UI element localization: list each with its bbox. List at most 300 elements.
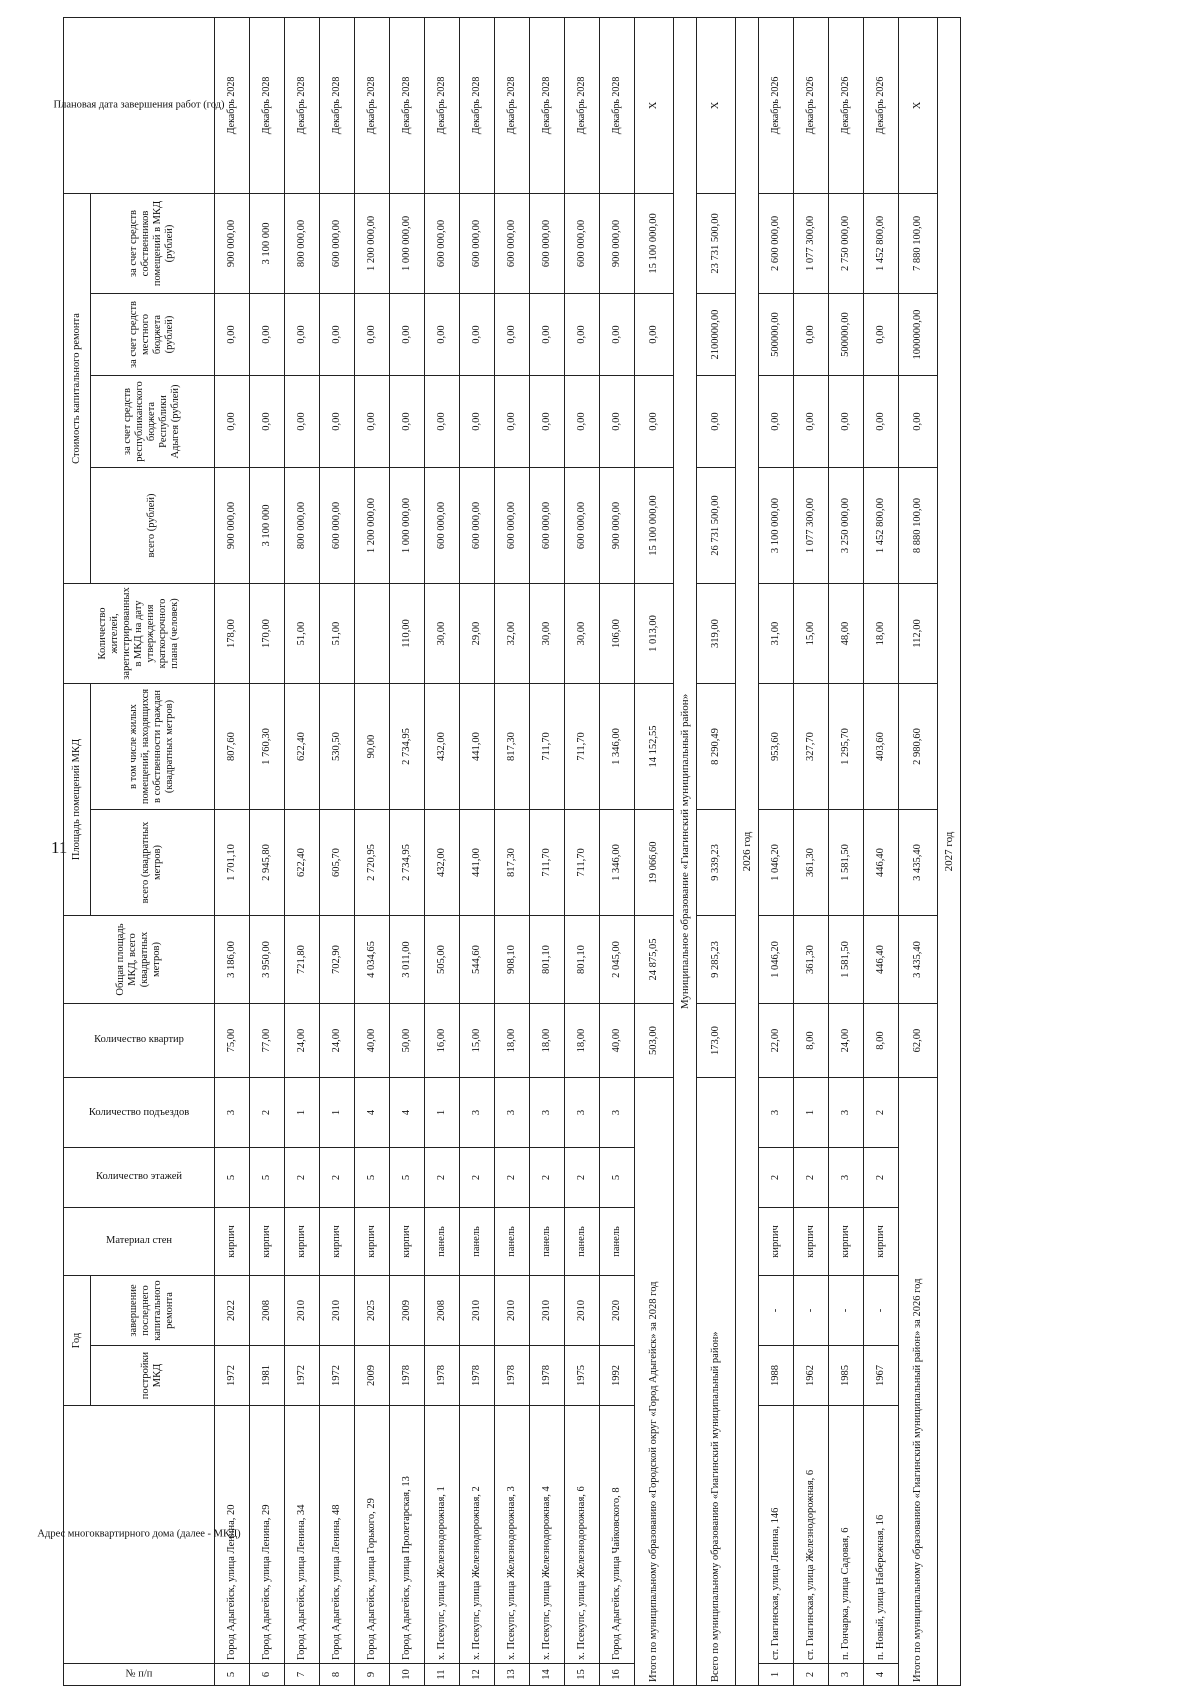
- cell-premises-total: 2 734,95: [390, 810, 425, 916]
- total-cost-total: 26 731 500,00: [697, 468, 736, 584]
- cell-entrances: 1: [794, 1078, 829, 1148]
- cell-wall-material: панель: [425, 1208, 460, 1276]
- cell-cost-total: 600 000,00: [425, 468, 460, 584]
- cell-residents: 178,00: [215, 584, 250, 684]
- table-row: [565, 17, 600, 1685]
- cell-year-repair: 2010: [320, 1276, 355, 1346]
- cell-year-repair: -: [829, 1276, 864, 1346]
- cell-cost-local: 0,00: [864, 294, 899, 376]
- cell-cost-local: 0,00: [600, 294, 635, 376]
- cell-address: Город Адыгейск, улица Ленина, 20: [215, 1406, 250, 1664]
- header-premises-living: в том числе жилых помещений, находящихся в собственности граждан (квадратных метров): [90, 684, 214, 810]
- cell-cost-local: 0,00: [250, 294, 285, 376]
- total-prem-total: 9 339,23: [697, 810, 736, 916]
- cell-premises-living: 90,00: [355, 684, 390, 810]
- cell-planned-date: Декабрь 2026: [759, 17, 794, 193]
- cell-address: Город Адыгейск, улица Ленина, 29: [250, 1406, 285, 1664]
- cell-cost-republic: 0,00: [355, 376, 390, 468]
- cell-cost-total: 3 100 000: [250, 468, 285, 584]
- cell-premises-living: 432,00: [425, 684, 460, 810]
- cell-premises-living: 1 295,70: [829, 684, 864, 810]
- cell-cost-owners: 2 750 000,00: [829, 193, 864, 293]
- cell-year-built: 1972: [215, 1346, 250, 1406]
- cell-year-built: 1992: [600, 1346, 635, 1406]
- cell-year-repair: 2008: [250, 1276, 285, 1346]
- total-prem-total: 19 066,60: [635, 810, 674, 916]
- cell-premises-total: 361,30: [794, 810, 829, 916]
- cell-total-area: 702,90: [320, 916, 355, 1004]
- cell-year-repair: 2010: [460, 1276, 495, 1346]
- cell-entrances: 1: [285, 1078, 320, 1148]
- cell-total-area: 446,40: [864, 916, 899, 1004]
- cell-total-area: 721,80: [285, 916, 320, 1004]
- cell-cost-owners: 600 000,00: [530, 193, 565, 293]
- cell-entrances: 3: [759, 1078, 794, 1148]
- cell-cost-local: 0,00: [495, 294, 530, 376]
- cell-apartments: 15,00: [460, 1004, 495, 1078]
- total-cost-rep: 0,00: [697, 376, 736, 468]
- cell-residents: 51,00: [320, 584, 355, 684]
- cell-cost-owners: 800 000,00: [285, 193, 320, 293]
- cell-num: 9: [355, 1664, 390, 1686]
- cell-residents: 30,00: [565, 584, 600, 684]
- cell-address: х. Псекупс, улица Железнодорожная, 4: [530, 1406, 565, 1664]
- cell-entrances: 3: [460, 1078, 495, 1148]
- cell-premises-living: 441,00: [460, 684, 495, 810]
- total-area: 3 435,40: [899, 916, 938, 1004]
- cell-year-built: 1975: [565, 1346, 600, 1406]
- cell-total-area: 3 011,00: [390, 916, 425, 1004]
- cell-residents: 30,00: [425, 584, 460, 684]
- cell-residents: 170,00: [250, 584, 285, 684]
- cell-premises-total: 446,40: [864, 810, 899, 916]
- cell-premises-total: 2 945,80: [250, 810, 285, 916]
- cell-cost-republic: 0,00: [759, 376, 794, 468]
- cell-wall-material: панель: [565, 1208, 600, 1276]
- cell-cost-local: 500000,00: [829, 294, 864, 376]
- cell-num: 1: [759, 1664, 794, 1686]
- header-cost-owners: за счет средств собственников помещений в МКД (рублей): [90, 193, 214, 293]
- cell-entrances: 3: [215, 1078, 250, 1148]
- cell-cost-republic: 0,00: [320, 376, 355, 468]
- cell-residents: 51,00: [285, 584, 320, 684]
- cell-apartments: 18,00: [530, 1004, 565, 1078]
- cell-premises-living: 807,60: [215, 684, 250, 810]
- page-number: 11: [51, 838, 68, 857]
- cell-year-repair: -: [864, 1276, 899, 1346]
- cell-wall-material: кирпич: [285, 1208, 320, 1276]
- cell-year-built: 1978: [390, 1346, 425, 1406]
- cell-floors: 5: [600, 1148, 635, 1208]
- table-row: [864, 17, 899, 1685]
- cell-total-area: 3 186,00: [215, 916, 250, 1004]
- cell-num: 3: [829, 1664, 864, 1686]
- cell-entrances: 1: [425, 1078, 460, 1148]
- total-prem-total: 3 435,40: [899, 810, 938, 916]
- cell-apartments: 24,00: [285, 1004, 320, 1078]
- cell-residents: 106,00: [600, 584, 635, 684]
- cell-floors: 2: [759, 1148, 794, 1208]
- cell-total-area: 1 046,20: [759, 916, 794, 1004]
- cell-cost-local: 0,00: [355, 294, 390, 376]
- cell-total-area: 2 045,00: [600, 916, 635, 1004]
- table-row: [215, 17, 250, 1685]
- total-cost-local: 2100000,00: [697, 294, 736, 376]
- header-cost-group: Стоимость капитального ремонта: [64, 193, 91, 583]
- cell-address: Город Адыгейск, улица Пролетарская, 13: [390, 1406, 425, 1664]
- cell-premises-living: 530,50: [320, 684, 355, 810]
- header-residents: Количество жителей, зарегистрированных в МКД на дату утверждения краткосрочного плана (человек): [64, 584, 215, 684]
- cell-premises-total: 711,70: [530, 810, 565, 916]
- total-cost-total: 8 880 100,00: [899, 468, 938, 584]
- table-row: [759, 17, 794, 1685]
- cell-cost-republic: 0,00: [285, 376, 320, 468]
- table-row: [355, 17, 390, 1685]
- cell-cost-total: 1 000 000,00: [390, 468, 425, 584]
- header-cost-total: всего (рублей): [90, 468, 214, 584]
- cell-entrances: 3: [530, 1078, 565, 1148]
- cell-wall-material: кирпич: [355, 1208, 390, 1276]
- cell-apartments: 8,00: [794, 1004, 829, 1078]
- cell-num: 16: [600, 1664, 635, 1686]
- cell-planned-date: Декабрь 2028: [495, 17, 530, 193]
- cell-premises-living: 622,40: [285, 684, 320, 810]
- total-cost-total: 15 100 000,00: [635, 468, 674, 584]
- cell-cost-owners: 1 200 000,00: [355, 193, 390, 293]
- cell-year-built: 1978: [495, 1346, 530, 1406]
- total-area: 9 285,23: [697, 916, 736, 1004]
- section-row-2026: [736, 17, 759, 1685]
- cell-floors: 2: [864, 1148, 899, 1208]
- cell-premises-total: 605,70: [320, 810, 355, 916]
- cell-cost-owners: 600 000,00: [320, 193, 355, 293]
- cell-residents: [355, 584, 390, 684]
- cell-floors: 2: [794, 1148, 829, 1208]
- cell-address: х. Псекупс, улица Железнодорожная, 2: [460, 1406, 495, 1664]
- cell-total-area: 361,30: [794, 916, 829, 1004]
- cell-apartments: 22,00: [759, 1004, 794, 1078]
- cell-cost-owners: 1 452 800,00: [864, 193, 899, 293]
- total-cost-local: 1000000,00: [899, 294, 938, 376]
- header-planned-date: Плановая дата завершения работ (год): [64, 17, 215, 193]
- cell-wall-material: панель: [460, 1208, 495, 1276]
- total-cost-rep: 0,00: [635, 376, 674, 468]
- cell-planned-date: Декабрь 2028: [460, 17, 495, 193]
- cell-cost-local: 0,00: [215, 294, 250, 376]
- total-residents: 112,00: [899, 584, 938, 684]
- cell-year-built: 1985: [829, 1346, 864, 1406]
- cell-cost-owners: 600 000,00: [425, 193, 460, 293]
- cell-total-area: 1 581,50: [829, 916, 864, 1004]
- cell-cost-owners: 600 000,00: [565, 193, 600, 293]
- cell-cost-republic: 0,00: [600, 376, 635, 468]
- cell-year-built: 1972: [320, 1346, 355, 1406]
- cell-cost-owners: 900 000,00: [215, 193, 250, 293]
- cell-cost-total: 900 000,00: [215, 468, 250, 584]
- section-heading: Муниципальное образование «Гиагинский муниципальный район»: [674, 17, 697, 1685]
- total-cost-owners: 23 731 500,00: [697, 193, 736, 293]
- header-cost-local: за счет средств местного бюджета (рублей): [90, 294, 214, 376]
- table-row: [794, 17, 829, 1685]
- cell-cost-local: 0,00: [390, 294, 425, 376]
- cell-cost-total: 1 452 800,00: [864, 468, 899, 584]
- cell-planned-date: Декабрь 2028: [320, 17, 355, 193]
- cell-num: 15: [565, 1664, 600, 1686]
- cell-cost-owners: 1 077 300,00: [794, 193, 829, 293]
- cell-premises-living: 2 734,95: [390, 684, 425, 810]
- total-date: X: [899, 17, 938, 193]
- cell-premises-total: 1 046,20: [759, 810, 794, 916]
- table-row: [600, 17, 635, 1685]
- cell-address: Город Адыгейск, улица Ленина, 48: [320, 1406, 355, 1664]
- table-body: [215, 17, 961, 1685]
- cell-year-repair: 2010: [565, 1276, 600, 1346]
- cell-floors: 5: [390, 1148, 425, 1208]
- header-wall-material: Материал стен: [64, 1208, 215, 1276]
- cell-planned-date: Декабрь 2028: [390, 17, 425, 193]
- cell-year-repair: 2020: [600, 1276, 635, 1346]
- cell-year-built: 1962: [794, 1346, 829, 1406]
- cell-address: х. Псекупс, улица Железнодорожная, 1: [425, 1406, 460, 1664]
- section-row-giaginsky: [674, 17, 697, 1685]
- cell-year-built: 2009: [355, 1346, 390, 1406]
- total-cost-owners: 7 880 100,00: [899, 193, 938, 293]
- cell-cost-total: 600 000,00: [460, 468, 495, 584]
- cell-cost-owners: 600 000,00: [495, 193, 530, 293]
- cell-planned-date: Декабрь 2026: [864, 17, 899, 193]
- header-num: № п/п: [64, 1664, 215, 1686]
- total-cost-rep: 0,00: [899, 376, 938, 468]
- header-year-built: постройки МКД: [90, 1346, 214, 1406]
- cell-cost-local: 0,00: [460, 294, 495, 376]
- cell-wall-material: кирпич: [320, 1208, 355, 1276]
- table-row: [829, 17, 864, 1685]
- cell-floors: 5: [215, 1148, 250, 1208]
- cell-premises-total: 441,00: [460, 810, 495, 916]
- cell-wall-material: кирпич: [794, 1208, 829, 1276]
- cell-planned-date: Декабрь 2028: [215, 17, 250, 193]
- total-label: Всего по муниципальному образованию «Гиагинский муниципальный район»: [697, 1078, 736, 1686]
- total-row-giaginsky-all: [697, 17, 736, 1685]
- cell-year-built: 1981: [250, 1346, 285, 1406]
- cell-year-built: 1978: [460, 1346, 495, 1406]
- cell-floors: 5: [355, 1148, 390, 1208]
- cell-total-area: 3 950,00: [250, 916, 285, 1004]
- cell-wall-material: кирпич: [390, 1208, 425, 1276]
- cell-num: 2: [794, 1664, 829, 1686]
- cell-year-built: 1978: [425, 1346, 460, 1406]
- cell-apartments: 24,00: [829, 1004, 864, 1078]
- cell-year-built: 1978: [530, 1346, 565, 1406]
- cell-cost-republic: 0,00: [250, 376, 285, 468]
- cell-num: 14: [530, 1664, 565, 1686]
- cell-entrances: 1: [320, 1078, 355, 1148]
- cell-premises-total: 711,70: [565, 810, 600, 916]
- cell-cost-republic: 0,00: [794, 376, 829, 468]
- cell-apartments: 40,00: [600, 1004, 635, 1078]
- cell-planned-date: Декабрь 2026: [829, 17, 864, 193]
- cell-residents: 48,00: [829, 584, 864, 684]
- cell-planned-date: Декабрь 2026: [794, 17, 829, 193]
- cell-apartments: 24,00: [320, 1004, 355, 1078]
- cell-cost-local: 0,00: [320, 294, 355, 376]
- cell-address: Город Адыгейск, улица Горького, 29: [355, 1406, 390, 1664]
- cell-year-repair: -: [759, 1276, 794, 1346]
- total-cost-local: 0,00: [635, 294, 674, 376]
- cell-planned-date: Декабрь 2028: [285, 17, 320, 193]
- cell-premises-living: 711,70: [530, 684, 565, 810]
- cell-premises-total: 1 581,50: [829, 810, 864, 916]
- cell-entrances: 3: [829, 1078, 864, 1148]
- cell-total-area: 908,10: [495, 916, 530, 1004]
- cell-num: 5: [215, 1664, 250, 1686]
- cell-apartments: 18,00: [565, 1004, 600, 1078]
- cell-floors: 2: [320, 1148, 355, 1208]
- cell-address: Город Адыгейск, улица Ленина, 34: [285, 1406, 320, 1664]
- header-premises-total: всего (квадратных метров): [90, 810, 214, 916]
- cell-cost-owners: 2 600 000,00: [759, 193, 794, 293]
- cell-cost-local: 0,00: [530, 294, 565, 376]
- cell-apartments: 50,00: [390, 1004, 425, 1078]
- cell-num: 6: [250, 1664, 285, 1686]
- cell-planned-date: Декабрь 2028: [355, 17, 390, 193]
- cell-wall-material: панель: [530, 1208, 565, 1276]
- cell-address: п. Новый, улица Набережная, 16: [864, 1406, 899, 1664]
- cell-wall-material: кирпич: [759, 1208, 794, 1276]
- cell-cost-total: 800 000,00: [285, 468, 320, 584]
- cell-cost-total: 900 000,00: [600, 468, 635, 584]
- cell-wall-material: кирпич: [250, 1208, 285, 1276]
- header-total-area: Общая площадь МКД, всего (квадратных метров): [64, 916, 215, 1004]
- cell-premises-living: 1 760,30: [250, 684, 285, 810]
- cell-floors: 2: [425, 1148, 460, 1208]
- cell-floors: 2: [530, 1148, 565, 1208]
- cell-cost-owners: 600 000,00: [460, 193, 495, 293]
- total-label: Итого по муниципальному образованию «Гиагинский муниципальный район» за 2026 год: [899, 1078, 938, 1686]
- cell-planned-date: Декабрь 2028: [250, 17, 285, 193]
- cell-entrances: 4: [390, 1078, 425, 1148]
- cell-cost-owners: 900 000,00: [600, 193, 635, 293]
- header-premises-group: Площадь помещений МКД: [64, 684, 91, 916]
- cell-premises-total: 1 346,00: [600, 810, 635, 916]
- cell-residents: 30,00: [530, 584, 565, 684]
- cell-cost-republic: 0,00: [495, 376, 530, 468]
- total-area: 24 875,05: [635, 916, 674, 1004]
- cell-residents: 110,00: [390, 584, 425, 684]
- cell-cost-total: 600 000,00: [320, 468, 355, 584]
- table-row: [425, 17, 460, 1685]
- cell-year-repair: 2008: [425, 1276, 460, 1346]
- cell-residents: 31,00: [759, 584, 794, 684]
- cell-premises-living: 817,30: [495, 684, 530, 810]
- cell-total-area: 544,60: [460, 916, 495, 1004]
- header-address: Адрес многоквартирного дома (далее - МКД): [64, 1406, 215, 1664]
- cell-cost-total: 1 077 300,00: [794, 468, 829, 584]
- cell-floors: 5: [250, 1148, 285, 1208]
- total-prem-living: 14 152,55: [635, 684, 674, 810]
- table-row: [495, 17, 530, 1685]
- cell-apartments: 16,00: [425, 1004, 460, 1078]
- table-row: [250, 17, 285, 1685]
- cell-total-area: 801,10: [565, 916, 600, 1004]
- cell-premises-living: 327,70: [794, 684, 829, 810]
- table-row: [285, 17, 320, 1685]
- header-year-repair: завершение последнего капитального ремонта: [90, 1276, 214, 1346]
- total-label: Итого по муниципальному образованию «Городской округ «Город Адыгейск» за 2028 год: [635, 1078, 674, 1686]
- cell-year-repair: 2010: [530, 1276, 565, 1346]
- cell-address: х. Псекупс, улица Железнодорожная, 3: [495, 1406, 530, 1664]
- total-residents: 319,00: [697, 584, 736, 684]
- table-row: [530, 17, 565, 1685]
- total-row-2028: [635, 17, 674, 1685]
- cell-cost-total: 1 200 000,00: [355, 468, 390, 584]
- table-row: [390, 17, 425, 1685]
- cell-floors: 2: [495, 1148, 530, 1208]
- cell-year-repair: -: [794, 1276, 829, 1346]
- section-heading: 2027 год: [938, 17, 961, 1685]
- cell-residents: 32,00: [495, 584, 530, 684]
- cell-cost-local: 0,00: [425, 294, 460, 376]
- cell-planned-date: Декабрь 2028: [425, 17, 460, 193]
- cell-premises-total: 432,00: [425, 810, 460, 916]
- rotated-table-frame: [37, 18, 1157, 1686]
- cell-address: Город Адыгейск, улица Чайковского, 8: [600, 1406, 635, 1664]
- cell-cost-owners: 3 100 000: [250, 193, 285, 293]
- cell-premises-living: 403,60: [864, 684, 899, 810]
- cell-cost-total: 3 250 000,00: [829, 468, 864, 584]
- cell-num: 4: [864, 1664, 899, 1686]
- cell-address: х. Псекупс, улица Железнодорожная, 6: [565, 1406, 600, 1664]
- cell-residents: 18,00: [864, 584, 899, 684]
- cell-num: 11: [425, 1664, 460, 1686]
- cell-wall-material: кирпич: [864, 1208, 899, 1276]
- cell-planned-date: Декабрь 2028: [565, 17, 600, 193]
- cell-total-area: 801,10: [530, 916, 565, 1004]
- cell-entrances: 2: [250, 1078, 285, 1148]
- cell-year-repair: 2022: [215, 1276, 250, 1346]
- header-cost-republic: за счет средств республиканского бюджета Республики Адыгея (рублей): [90, 376, 214, 468]
- header-year-group: Год: [64, 1276, 91, 1406]
- cell-premises-living: 1 346,00: [600, 684, 635, 810]
- cell-cost-local: 0,00: [285, 294, 320, 376]
- total-apartments: 503,00: [635, 1004, 674, 1078]
- cell-planned-date: Декабрь 2028: [530, 17, 565, 193]
- cell-year-repair: 2025: [355, 1276, 390, 1346]
- cell-entrances: 3: [495, 1078, 530, 1148]
- section-heading: 2026 год: [736, 17, 759, 1685]
- cell-cost-republic: 0,00: [215, 376, 250, 468]
- cell-wall-material: панель: [600, 1208, 635, 1276]
- cell-cost-republic: 0,00: [864, 376, 899, 468]
- capital-repair-table: [37, 17, 961, 1686]
- cell-total-area: 4 034,65: [355, 916, 390, 1004]
- cell-cost-local: 0,00: [794, 294, 829, 376]
- total-prem-living: 2 980,60: [899, 684, 938, 810]
- total-date: X: [697, 17, 736, 193]
- cell-entrances: 4: [355, 1078, 390, 1148]
- cell-cost-republic: 0,00: [460, 376, 495, 468]
- cell-address: ст. Гиагинская, улица Железнодорожная, 6: [794, 1406, 829, 1664]
- cell-year-built: 1972: [285, 1346, 320, 1406]
- cell-cost-local: 500000,00: [759, 294, 794, 376]
- cell-cost-local: 0,00: [565, 294, 600, 376]
- cell-floors: 2: [460, 1148, 495, 1208]
- cell-residents: 15,00: [794, 584, 829, 684]
- total-apartments: 173,00: [697, 1004, 736, 1078]
- cell-cost-republic: 0,00: [425, 376, 460, 468]
- cell-wall-material: панель: [495, 1208, 530, 1276]
- cell-num: 7: [285, 1664, 320, 1686]
